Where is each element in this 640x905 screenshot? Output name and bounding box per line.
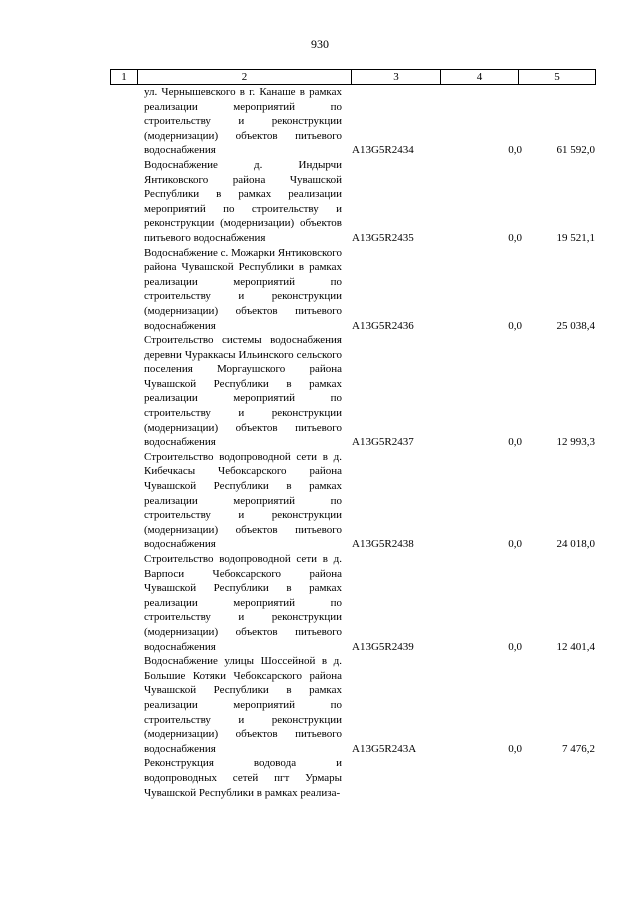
header-col-3: 3 xyxy=(352,70,441,84)
row-code: A13G5R2437 xyxy=(352,436,414,449)
table-header xyxy=(110,69,596,85)
row-code: A13G5R2439 xyxy=(352,640,414,653)
row-col4: 0,0 xyxy=(508,231,522,244)
row-col5: 12 401,4 xyxy=(556,640,595,653)
row-col5: 19 521,1 xyxy=(556,231,595,244)
row-description: Строительство системы водоснабжения деревни Чураккасы Ильинского сельского поселения Моргаушского района Чувашской Республики в рамках реализации мероприятий по строительству и реконструкции (модернизации) объектов питьевого водоснабжения xyxy=(144,334,342,449)
row-col5 xyxy=(522,756,595,800)
table-row xyxy=(0,756,640,800)
table-row xyxy=(0,654,640,756)
row-col5: 61 592,0 xyxy=(556,144,595,157)
header-col-2: 2 xyxy=(138,70,352,84)
row-description: Водоснабжение д. Индырчи Янтиковского района Чувашской Республики в рамках реализации мероприятий по строительству и реконструкции (модернизации) объектов питьевого водоснабжения xyxy=(144,158,342,244)
table-row xyxy=(0,158,640,246)
row-code xyxy=(352,756,450,800)
row-description: Водоснабжение с. Можарки Янтиковского района Чувашской Республики в рамках реализации мероприятий по строительству и реконструкции (модернизации) объектов питьевого водоснабжения xyxy=(144,246,342,332)
table-body xyxy=(0,85,640,800)
row-description: Реконструкция водовода и водопроводных сетей пгт Урмары Чувашской Республики в рамках реализа- xyxy=(144,757,342,799)
row-col4: 0,0 xyxy=(508,319,522,332)
page-number: 930 xyxy=(311,37,329,51)
row-col5: 7 476,2 xyxy=(562,742,595,755)
header-col-4: 4 xyxy=(441,70,519,84)
row-col5: 25 038,4 xyxy=(556,319,595,332)
table-row xyxy=(0,246,640,334)
row-code: A13G5R2436 xyxy=(352,319,414,332)
row-col4: 0,0 xyxy=(508,538,522,551)
table-row xyxy=(0,333,640,450)
row-col4 xyxy=(450,756,522,800)
row-col4: 0,0 xyxy=(508,144,522,157)
row-description: Строительство водопроводной сети в д. Кибечкасы Чебоксарского района Чувашской Республики в рамках реализации мероприятий по строительству и реконструкции (модернизации) объектов питьевого водоснабжения xyxy=(144,450,342,551)
header-col-1: 1 xyxy=(111,70,138,84)
table-row xyxy=(0,85,640,158)
row-code: A13G5R2434 xyxy=(352,144,414,157)
row-description: Водоснабжение улицы Шоссейной в д. Большие Котяки Чебоксарского района Чувашской Республики в рамках реализации мероприятий по строительству и реконструкции (модернизации) объектов питьевого водоснабжения xyxy=(144,655,342,755)
row-col4: 0,0 xyxy=(508,742,522,755)
row-code: A13G5R2435 xyxy=(352,231,414,244)
row-col4: 0,0 xyxy=(508,436,522,449)
row-description: ул. Чернышевского в г. Канаше в рамках реализации мероприятий по строительству и реконструкции (модернизации) объектов питьевого водоснабжения xyxy=(144,86,342,157)
row-description: Строительство водопроводной сети в д. Варпоси Чебоксарского района Чувашской Республики в рамках реализации мероприятий по строительству и реконструкции (модернизации) объектов питьевого водоснабжения xyxy=(144,553,342,653)
row-col4: 0,0 xyxy=(508,640,522,653)
row-code: A13G5R243A xyxy=(352,742,417,755)
row-col5: 12 993,3 xyxy=(556,436,595,449)
header-col-5: 5 xyxy=(554,71,560,83)
row-code: A13G5R2438 xyxy=(352,538,414,551)
table-row xyxy=(0,552,640,654)
row-col5: 24 018,0 xyxy=(556,538,595,551)
table-row xyxy=(0,450,640,552)
